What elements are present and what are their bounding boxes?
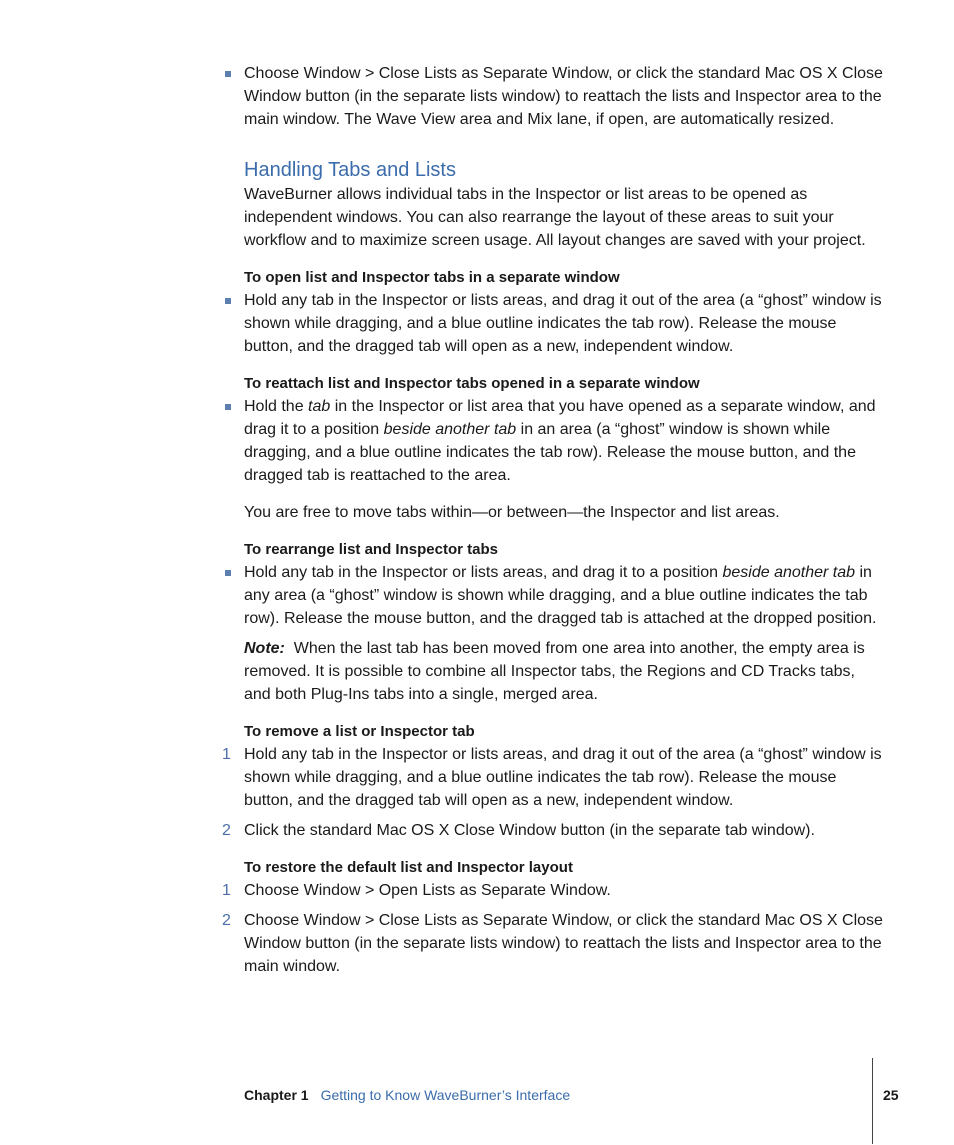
step-number: 1 [222,882,231,899]
numbered-step [222,909,884,978]
page-footer [244,1085,570,1105]
bullet-item [244,561,884,630]
section-paragraph: WaveBurner allows individual tabs in the Inspector or list areas to be opened as independent windows. You can also rearrange the layout of these areas to suit your workflow and to maximize screen usage. All layout changes are saved with your project. [244,186,866,249]
body-paragraph: You are free to move tabs within—or between—the Inspector and list areas. [244,504,780,521]
numbered-step [222,819,884,842]
step-number: 2 [222,912,231,929]
bullet-item [244,289,884,358]
bullet-item [244,62,884,131]
numbered-step [222,743,884,812]
procedure-title: To remove a list or Inspector tab [244,723,475,740]
bullet-icon [225,404,231,410]
bullet-icon [225,298,231,304]
footer-chapter: Chapter 1 [244,1087,309,1103]
step-text: Hold any tab in the Inspector or lists areas, and drag it out of the area (a “ghost” window is shown while dragging, and a blue outline indicates the tab row). Release the mouse button, and the dragged tab will open as a new, independent window. [244,746,882,809]
procedure-title: To restore the default list and Inspector layout [244,859,573,876]
bullet-item [244,395,884,487]
bullet-icon [225,71,231,77]
bullet-icon [225,570,231,576]
procedure-title: To open list and Inspector tabs in a separate window [244,269,620,286]
step-text: Click the standard Mac OS X Close Window button (in the separate tab window). [244,822,815,839]
footer-divider [872,1058,873,1144]
page-content [222,62,884,978]
bullet-text: Hold any tab in the Inspector or lists areas, and drag it out of the area (a “ghost” window is shown while dragging, and a blue outline indicates the tab row). Release the mouse button, and the dragged tab will open as a new, independent window. [244,292,882,355]
section-heading: Handling Tabs and Lists [244,159,456,181]
footer-chapter-title: Getting to Know WaveBurner’s Interface [320,1087,571,1103]
numbered-step [222,879,884,902]
step-number: 2 [222,822,231,839]
bullet-text: Hold the tab in the Inspector or list area that you have opened as a separate window, and drag it to a position beside another tab in an area (a “ghost” window is shown while dragging, and a blue outline indicates the tab row). Release the mouse button, and the dragged tab is reattached to the area. [244,398,876,484]
bullet-text: Hold any tab in the Inspector or lists areas, and drag it to a position beside another tab in any area (a “ghost” window is shown while dragging, and a blue outline indicates the tab row). Release the mouse button, and the dragged tab is attached at the dropped position. [244,564,877,627]
note-label: Note: [244,640,285,657]
note-paragraph: Note: When the last tab has been moved from one area into another, the empty area is removed. It is possible to combine all Inspector tabs, the Regions and CD Tracks tabs, and both Plug-Ins tabs into a single, merged area. [244,640,865,703]
bullet-text: Choose Window > Close Lists as Separate Window, or click the standard Mac OS X Close Window button (in the separate lists window) to reattach the lists and Inspector area to the main window. The Wave View area and Mix lane, if open, are automatically resized. [244,65,883,128]
step-text: Choose Window > Close Lists as Separate Window, or click the standard Mac OS X Close Window button (in the separate lists window) to reattach the lists and Inspector area to the main window. [244,912,883,975]
page-number: 25 [883,1087,899,1103]
step-text: Choose Window > Open Lists as Separate Window. [244,882,611,899]
procedure-title: To rearrange list and Inspector tabs [244,541,498,558]
procedure-title: To reattach list and Inspector tabs opened in a separate window [244,375,700,392]
step-number: 1 [222,746,231,763]
